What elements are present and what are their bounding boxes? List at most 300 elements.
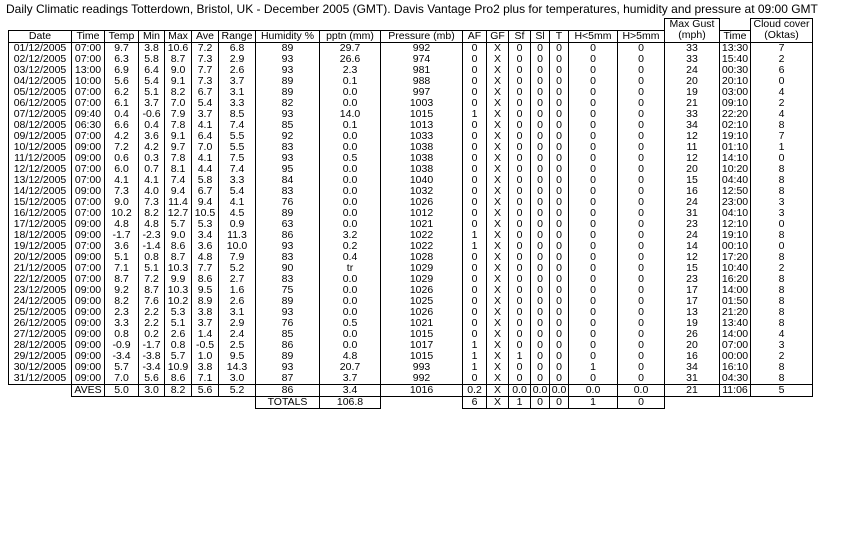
cell-range: 11.3 [219,230,256,241]
cell-hail-gt5: 0 [618,65,665,76]
cell-hail-gt5: 0 [618,241,665,252]
cell-sl: 0 [531,186,550,197]
cell-af: 0 [463,373,487,385]
cell-sf: 0 [509,285,531,296]
cell-af: 0 [463,186,487,197]
cell-ave: 7.1 [192,373,219,385]
cell-time: 07:00 [72,208,105,219]
cell-humidity: 85 [256,329,320,340]
average-hail-gt5: 0.0 [618,384,665,396]
cell-gf: X [487,109,509,120]
cell-date: 24/12/2005 [9,296,72,307]
cell-date: 28/12/2005 [9,340,72,351]
cell-time: 09:00 [72,318,105,329]
cell-af: 0 [463,54,487,65]
cell-temp: -3.4 [105,351,139,362]
cell-cloud-cover: 8 [751,362,813,373]
cell-max: 10.3 [165,285,192,296]
cell-pptn: 3.2 [320,230,381,241]
cell-gust-time: 00:10 [720,241,751,252]
cell-hail-gt5: 0 [618,54,665,65]
cell-gust-time: 15:40 [720,54,751,65]
cell-min: 4.1 [139,175,165,186]
header-ave: Ave [192,30,219,42]
cell-gust-time: 14:00 [720,285,751,296]
cell-max-gust: 26 [665,329,720,340]
cell-humidity: 93 [256,153,320,164]
cell-gust-time: 12:10 [720,219,751,230]
cell-max: 8.7 [165,54,192,65]
cell-date: 10/12/2005 [9,142,72,153]
cell-range: 2.6 [219,65,256,76]
cell-max: 9.7 [165,142,192,153]
table-row [9,340,813,351]
cell-ave: 4.8 [192,252,219,263]
cell-humidity: 90 [256,263,320,274]
cell-ave: 3.7 [192,318,219,329]
cell-min: 7.2 [139,274,165,285]
total-gf: X [487,396,509,408]
cell-temp: 6.0 [105,164,139,175]
table-row [9,65,813,76]
cell-hail-gt5: 0 [618,42,665,54]
cell-min: 5.4 [139,76,165,87]
cell-temp: 8.7 [105,274,139,285]
cell-max: 9.4 [165,186,192,197]
cell-sf: 0 [509,197,531,208]
cell-af: 0 [463,274,487,285]
cell-humidity: 86 [256,230,320,241]
cell-time: 09:00 [72,230,105,241]
cell-cloud-cover: 8 [751,296,813,307]
cell-t: 0 [550,164,569,175]
cell-range: 2.9 [219,318,256,329]
cell-gf: X [487,131,509,142]
cell-ave: -0.5 [192,340,219,351]
cell-time: 09:00 [72,142,105,153]
cell-gf: X [487,197,509,208]
cell-min: 8.2 [139,208,165,219]
cell-sf: 0 [509,373,531,385]
cell-t: 0 [550,186,569,197]
cell-af: 0 [463,329,487,340]
cell-gf: X [487,186,509,197]
cell-sf: 0 [509,186,531,197]
cell-pptn: 0.0 [320,219,381,230]
cell-af: 0 [463,98,487,109]
cell-humidity: 93 [256,109,320,120]
cell-af: 1 [463,109,487,120]
cell-gf: X [487,142,509,153]
cell-cloud-cover: 3 [751,208,813,219]
cell-ave: 9.5 [192,285,219,296]
cell-range: 5.5 [219,131,256,142]
cell-sf: 0 [509,230,531,241]
cell-time: 09:00 [72,296,105,307]
cell-hail-gt5: 0 [618,318,665,329]
cell-t: 0 [550,329,569,340]
cell-max-gust: 15 [665,263,720,274]
cell-date: 03/12/2005 [9,65,72,76]
cell-gf: X [487,87,509,98]
cell-ave: 6.7 [192,186,219,197]
cell-range: 5.5 [219,142,256,153]
cell-af: 0 [463,208,487,219]
cell-time: 09:00 [72,351,105,362]
cell-ave: 4.1 [192,153,219,164]
cell-cloud-cover: 8 [751,318,813,329]
cell-temp: 5.1 [105,252,139,263]
cell-pptn: 0.0 [320,131,381,142]
cell-max: 7.9 [165,109,192,120]
cell-hail-lt5: 0 [569,42,618,54]
cell-pptn: 0.0 [320,98,381,109]
cell-max-gust: 19 [665,87,720,98]
cell-sf: 0 [509,296,531,307]
cell-af: 0 [463,120,487,131]
cell-range: 2.6 [219,296,256,307]
cell-t: 0 [550,307,569,318]
cell-gf: X [487,65,509,76]
cell-hail-gt5: 0 [618,307,665,318]
cell-hail-lt5: 0 [569,65,618,76]
cell-pressure: 1015 [381,109,463,120]
cell-af: 0 [463,307,487,318]
cell-hail-lt5: 0 [569,263,618,274]
table-row [9,219,813,230]
cell-cloud-cover: 3 [751,197,813,208]
cell-humidity: 86 [256,340,320,351]
cell-min: -3.8 [139,351,165,362]
cell-hail-lt5: 0 [569,252,618,263]
cell-temp: 3.6 [105,241,139,252]
cell-range: 7.9 [219,252,256,263]
header-hail-lt5: H<5mm [569,30,618,42]
cell-cloud-cover: 2 [751,98,813,109]
cell-gf: X [487,274,509,285]
cell-humidity: 87 [256,373,320,385]
cell-gust-time: 14:00 [720,329,751,340]
cell-ave: 8.9 [192,296,219,307]
cell-pptn: 26.6 [320,54,381,65]
cell-t: 0 [550,76,569,87]
cell-range: 2.4 [219,329,256,340]
table-row [9,263,813,274]
cell-hail-gt5: 0 [618,109,665,120]
cell-temp: 6.9 [105,65,139,76]
cell-sf: 0 [509,42,531,54]
cell-cloud-cover: 8 [751,252,813,263]
climate-table [8,18,813,409]
cell-temp: 6.1 [105,98,139,109]
cell-pressure: 1026 [381,307,463,318]
cell-gf: X [487,296,509,307]
cell-max: 8.6 [165,373,192,385]
cell-t: 0 [550,219,569,230]
averages-blank [9,384,72,396]
cell-range: 7.4 [219,164,256,175]
cell-hail-gt5: 0 [618,362,665,373]
cell-range: 10.0 [219,241,256,252]
table-row [9,131,813,142]
cell-max-gust: 13 [665,307,720,318]
cell-max-gust: 24 [665,230,720,241]
cell-gust-time: 00:30 [720,65,751,76]
cell-af: 1 [463,340,487,351]
cell-date: 16/12/2005 [9,208,72,219]
cell-max-gust: 20 [665,340,720,351]
cell-sf: 0 [509,263,531,274]
cell-sl: 0 [531,98,550,109]
header-max: Max [165,30,192,42]
cell-date: 06/12/2005 [9,98,72,109]
cell-gf: X [487,175,509,186]
cell-time: 07:00 [72,197,105,208]
cell-hail-lt5: 0 [569,186,618,197]
cell-ave: 5.3 [192,219,219,230]
cell-pressure: 988 [381,76,463,87]
cell-humidity: 83 [256,252,320,263]
cell-pressure: 1040 [381,175,463,186]
cell-gf: X [487,76,509,87]
cell-gf: X [487,153,509,164]
cell-hail-lt5: 0 [569,87,618,98]
cell-gust-time: 19:10 [720,230,751,241]
cell-hail-lt5: 0 [569,329,618,340]
cell-ave: 3.8 [192,307,219,318]
cell-min: 3.6 [139,131,165,142]
cell-min: -3.4 [139,362,165,373]
cell-pressure: 1015 [381,329,463,340]
cell-t: 0 [550,54,569,65]
cell-ave: 7.2 [192,42,219,54]
cell-hail-gt5: 0 [618,98,665,109]
cell-sf: 0 [509,87,531,98]
table-row [9,296,813,307]
cell-gust-time: 04:40 [720,175,751,186]
cell-hail-gt5: 0 [618,230,665,241]
cell-hail-lt5: 0 [569,120,618,131]
cell-pptn: 0.1 [320,120,381,131]
total-sf: 1 [509,396,531,408]
cell-max: 9.0 [165,65,192,76]
cell-time: 09:00 [72,252,105,263]
cell-cloud-cover: 8 [751,164,813,175]
cell-max: 10.3 [165,263,192,274]
cell-sl: 0 [531,219,550,230]
cell-cloud-cover: 4 [751,329,813,340]
cell-pptn: 0.0 [320,208,381,219]
cell-pressure: 1029 [381,263,463,274]
cell-pressure: 1038 [381,153,463,164]
cell-date: 14/12/2005 [9,186,72,197]
cell-hail-lt5: 0 [569,98,618,109]
cell-range: 7.5 [219,153,256,164]
cell-gust-time: 00:00 [720,351,751,362]
cell-date: 01/12/2005 [9,42,72,54]
cell-pptn: tr [320,263,381,274]
header-gust-time: Time [720,30,751,42]
cell-sf: 1 [509,351,531,362]
cell-sf: 0 [509,76,531,87]
cell-date: 15/12/2005 [9,197,72,208]
cell-humidity: 89 [256,351,320,362]
cell-hail-gt5: 0 [618,252,665,263]
cell-gf: X [487,241,509,252]
cell-gf: X [487,120,509,131]
cell-sl: 0 [531,263,550,274]
cell-min: 0.7 [139,164,165,175]
total-af: 6 [463,396,487,408]
cell-af: 0 [463,164,487,175]
cell-pressure: 1003 [381,98,463,109]
cell-humidity: 93 [256,362,320,373]
cell-hail-lt5: 0 [569,208,618,219]
table-row [9,142,813,153]
cell-hail-gt5: 0 [618,87,665,98]
average-min: 3.0 [139,384,165,396]
cell-cloud-cover: 0 [751,76,813,87]
cell-min: 3.8 [139,42,165,54]
cell-cloud-cover: 2 [751,351,813,362]
averages-row [9,384,813,396]
cell-pptn: 0.0 [320,307,381,318]
cell-pptn: 2.3 [320,65,381,76]
table-row [9,153,813,164]
cell-time: 09:00 [72,219,105,230]
cell-hail-lt5: 0 [569,219,618,230]
cell-date: 07/12/2005 [9,109,72,120]
cell-ave: 3.6 [192,241,219,252]
header-cloud-cover: Cloud cover [751,19,813,31]
cell-sl: 0 [531,362,550,373]
cell-temp: 10.2 [105,208,139,219]
cell-sl: 0 [531,131,550,142]
cell-max-gust: 19 [665,318,720,329]
cell-t: 0 [550,263,569,274]
cell-hail-gt5: 0 [618,153,665,164]
cell-humidity: 76 [256,318,320,329]
cell-temp: 6.2 [105,87,139,98]
cell-t: 0 [550,175,569,186]
table-row [9,373,813,385]
cell-sf: 0 [509,98,531,109]
cell-max-gust: 24 [665,197,720,208]
cell-cloud-cover: 4 [751,87,813,98]
cell-gust-time: 19:10 [720,131,751,142]
cell-max-gust: 34 [665,120,720,131]
cell-ave: 8.6 [192,274,219,285]
cell-ave: 3.4 [192,230,219,241]
table-row [9,351,813,362]
cell-sl: 0 [531,373,550,385]
cell-gf: X [487,252,509,263]
header-row-top [9,19,813,31]
cell-time: 07:00 [72,98,105,109]
cell-sf: 0 [509,362,531,373]
cell-gf: X [487,230,509,241]
cell-sf: 0 [509,153,531,164]
cell-humidity: 82 [256,98,320,109]
cell-pptn: 0.0 [320,197,381,208]
cell-time: 13:00 [72,65,105,76]
cell-temp: 4.2 [105,131,139,142]
table-row [9,120,813,131]
header-pptn: pptn (mm) [320,30,381,42]
cell-t: 0 [550,296,569,307]
cell-pressure: 1021 [381,219,463,230]
cell-pressure: 1028 [381,252,463,263]
header-min: Min [139,30,165,42]
table-row [9,186,813,197]
cell-t: 0 [550,98,569,109]
cell-cloud-cover: 2 [751,263,813,274]
cell-cloud-cover: 7 [751,42,813,54]
cell-humidity: 84 [256,175,320,186]
cell-hail-gt5: 0 [618,208,665,219]
cell-humidity: 92 [256,131,320,142]
cell-sf: 0 [509,274,531,285]
cell-pptn: 0.0 [320,340,381,351]
cell-cloud-cover: 8 [751,230,813,241]
cell-time: 09:00 [72,329,105,340]
cell-gust-time: 02:10 [720,120,751,131]
cell-hail-gt5: 0 [618,142,665,153]
cell-max: 8.2 [165,87,192,98]
average-cloud-cover: 5 [751,384,813,396]
cell-max-gust: 33 [665,42,720,54]
cell-max-gust: 12 [665,252,720,263]
cell-max: 7.0 [165,98,192,109]
cell-gf: X [487,373,509,385]
cell-min: 2.2 [139,307,165,318]
cell-pressure: 1029 [381,274,463,285]
cell-ave: 5.4 [192,98,219,109]
cell-time: 07:00 [72,42,105,54]
cell-pptn: 0.0 [320,274,381,285]
cell-t: 0 [550,285,569,296]
cell-af: 1 [463,351,487,362]
cell-cloud-cover: 8 [751,175,813,186]
cell-hail-lt5: 0 [569,296,618,307]
cell-ave: 7.7 [192,65,219,76]
cell-range: 8.5 [219,109,256,120]
average-temp: 5.0 [105,384,139,396]
cell-t: 0 [550,142,569,153]
cell-date: 04/12/2005 [9,76,72,87]
table-row [9,362,813,373]
cell-t: 0 [550,252,569,263]
totals-spacer-end [665,396,813,408]
cell-gf: X [487,98,509,109]
cell-range: 3.3 [219,175,256,186]
cell-min: 7.6 [139,296,165,307]
cell-hail-lt5: 0 [569,307,618,318]
cell-t: 0 [550,373,569,385]
cell-hail-lt5: 0 [569,373,618,385]
cell-pressure: 1038 [381,164,463,175]
cell-hail-lt5: 0 [569,175,618,186]
header-temp: Temp [105,30,139,42]
cell-pptn: 0.0 [320,186,381,197]
cell-humidity: 83 [256,142,320,153]
cell-cloud-cover: 8 [751,307,813,318]
cell-sl: 0 [531,208,550,219]
cell-range: 5.4 [219,186,256,197]
cell-sl: 0 [531,175,550,186]
cell-gust-time: 20:10 [720,76,751,87]
cell-min: 0.2 [139,329,165,340]
